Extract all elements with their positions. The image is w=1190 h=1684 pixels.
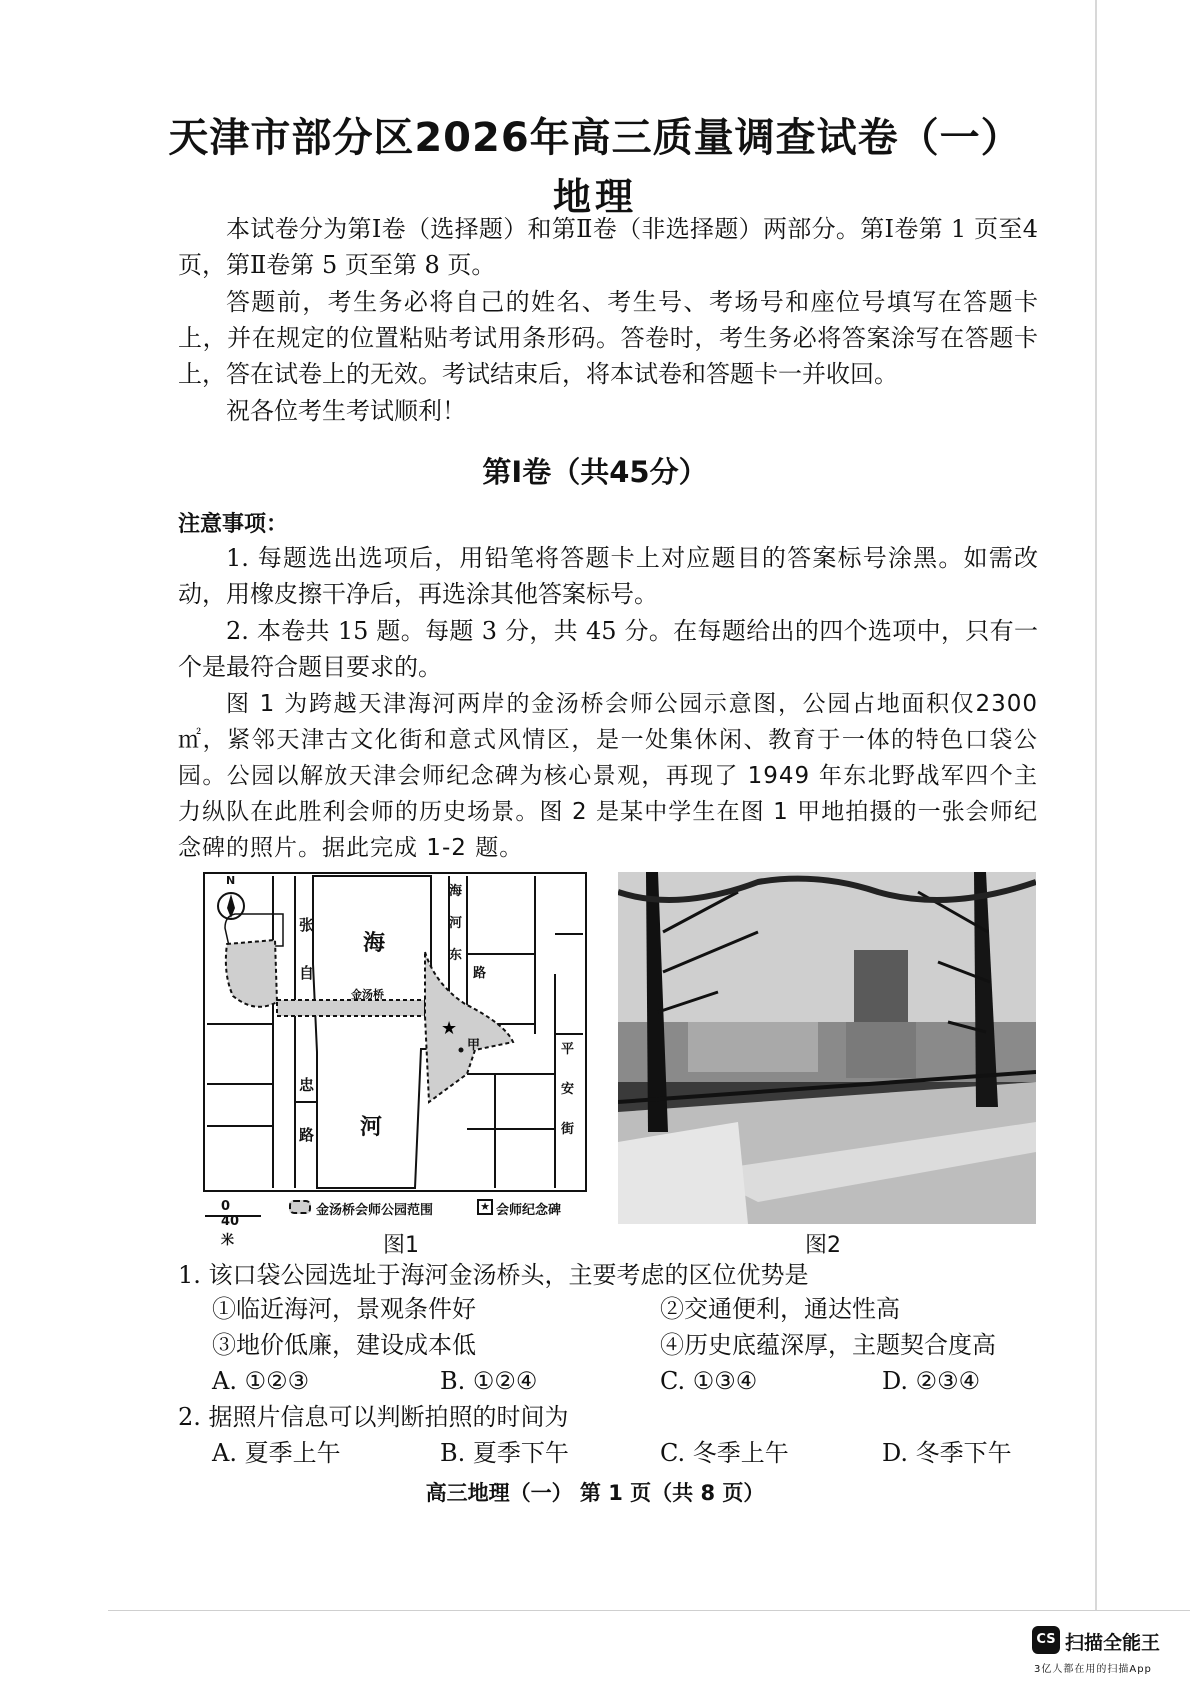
- hai-river: [313, 876, 435, 1188]
- label-hai: 海: [363, 930, 386, 956]
- material-text: 图 1 为跨越天津海河两岸的金汤桥会师公园示意图，公园占地面积仅2300㎡，紧邻天津古文化街和意式风情区，是一处集休闲、教育于一体的特色口袋公园。公园以解放天津会师纪念碑为核心景观，再现了 1949 年东北野战军四个主力纵队在此胜利会师的历史场景。图 2 是某中学生在图 1 甲地拍摄的一张会师纪念碑的照片。据此完成 1-2 题。: [178, 691, 1038, 861]
- scanner-app-name: 扫描全能王: [1065, 1632, 1161, 1654]
- question-1-item-4: ④历史底蕴深厚，主题契合度高: [660, 1331, 996, 1359]
- north-label: N: [226, 874, 236, 887]
- park-area-west: [226, 940, 277, 1007]
- figure-2-photo: [618, 872, 1036, 1224]
- label-jie: 街: [561, 1122, 575, 1137]
- notes-heading: 注意事项：: [178, 512, 289, 537]
- point-jia-marker: [459, 1048, 464, 1053]
- section-title: 第Ⅰ卷（共45分）: [482, 455, 708, 489]
- question-1-option-b: B. ①②④: [440, 1367, 538, 1395]
- intro-paragraph-1: 本试卷分为第Ⅰ卷（选择题）和第Ⅱ卷（非选择题）两部分。第Ⅰ卷第 1 页至4 页，第Ⅱ卷第 5 页至第 8 页。: [178, 215, 1038, 279]
- park-range-label: 金汤桥会师公园范围: [316, 1203, 434, 1218]
- question-1-option-a: A. ①②③: [212, 1367, 310, 1395]
- page-edge: [1095, 0, 1097, 1610]
- scale-bar-label: 0 40米: [221, 1199, 240, 1248]
- monument-legend-label: 会师纪念碑: [496, 1203, 562, 1218]
- question-2-option-a: A. 夏季上午: [212, 1439, 341, 1467]
- label-haihe-dong-4: 路: [473, 966, 487, 981]
- intro-paragraph-3: 祝各位考生考试顺利！: [226, 397, 466, 425]
- jintang-bridge-park: [277, 1000, 425, 1016]
- figure-1-map: [203, 872, 587, 1192]
- subject-title: 地理: [552, 175, 637, 219]
- note-1: 1. 每题选出选项后，用铅笔将答题卡上对应题目的答案标号涂黑。如需改动，用橡皮擦干净后，再选涂其他答案标号。: [178, 544, 1038, 608]
- monument-star-icon: ★: [441, 1018, 458, 1039]
- label-lu-west: 路: [299, 1126, 315, 1144]
- label-zhang: 张: [299, 916, 315, 934]
- camscanner-logo-icon: CS: [1032, 1626, 1060, 1654]
- label-zi: 自: [299, 964, 315, 982]
- label-an: 安: [561, 1082, 575, 1097]
- intro-paragraph-2: 答题前，考生务必将自己的姓名、考生号、考场号和座位号填写在答题卡上，并在规定的位置粘贴考试用条形码。答卷时，考生务必将答案涂写在答题卡上，答在试卷上的无效。考试结束后，将本试卷和答题卡一并收回。: [178, 288, 1038, 388]
- label-haihe-dong-1: 海: [449, 884, 463, 899]
- park-range-swatch: [289, 1200, 311, 1214]
- question-1-item-3: ③地价低廉，建设成本低: [212, 1331, 476, 1359]
- question-1-option-c: C. ①③④: [660, 1367, 758, 1395]
- label-ping: 平: [561, 1042, 575, 1057]
- monument-legend-icon: ★: [477, 1199, 493, 1215]
- label-jia: 甲: [467, 1038, 481, 1053]
- map-drawing: [205, 874, 585, 1190]
- question-1-stem: 1. 该口袋公园选址于海河金汤桥头，主要考虑的区位优势是: [178, 1261, 809, 1289]
- question-2-option-d: D. 冬季下午: [882, 1439, 1012, 1467]
- label-haihe-dong-2: 河: [449, 916, 463, 931]
- figure-1-caption: 图1: [383, 1233, 419, 1258]
- question-2-stem: 2. 据照片信息可以判断拍照的时间为: [178, 1403, 569, 1431]
- bottom-rule: [108, 1610, 1190, 1611]
- label-he: 河: [360, 1114, 383, 1140]
- label-zhong: 忠: [299, 1076, 315, 1094]
- scanner-watermark: [1022, 1626, 1190, 1684]
- question-1-item-2: ②交通便利，通达性高: [660, 1295, 900, 1323]
- scanner-app-tagline: 3亿人都在用的扫描App: [1034, 1664, 1152, 1675]
- note-2: 2. 本卷共 15 题。每题 3 分，共 45 分。在每题给出的四个选项中，只有一个是最符合题目要求的。: [178, 617, 1038, 681]
- page-footer: 高三地理（一） 第 1 页（共 8 页）: [425, 1481, 765, 1505]
- exam-title: 天津市部分区2026年高三质量调查试卷（一）: [168, 115, 1022, 161]
- question-1-option-d: D. ②③④: [882, 1367, 981, 1395]
- question-2-option-b: B. 夏季下午: [440, 1439, 569, 1467]
- label-jintangqiao: 金汤桥: [351, 988, 384, 1001]
- figure-2-caption: 图2: [805, 1233, 841, 1258]
- question-2-option-c: C. 冬季上午: [660, 1439, 789, 1467]
- label-haihe-dong-3: 东: [449, 948, 463, 963]
- park-area-east: [425, 952, 513, 1102]
- photo-drawing: [618, 872, 1036, 1224]
- question-1-item-1: ①临近海河，景观条件好: [212, 1295, 476, 1323]
